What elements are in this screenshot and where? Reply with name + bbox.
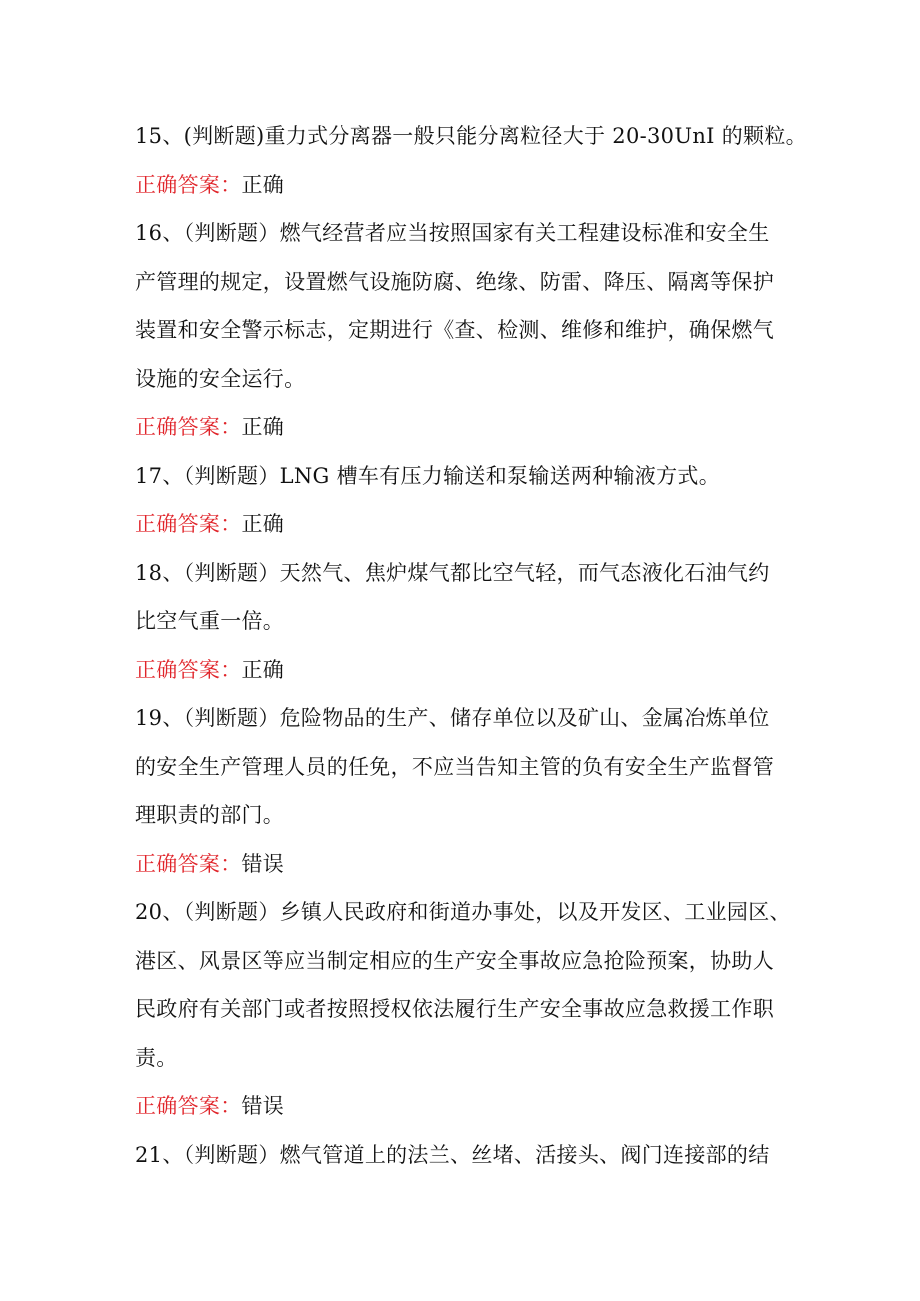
question-21-line-1: 21、（判断题）燃气管道上的法兰、丝堵、活接头、阀门连接部的结	[135, 1142, 770, 1167]
question-17-line-1: 17、（判断题）LNG 槽车有压力输送和泵输送两种输液方式。	[135, 463, 720, 488]
answer-16	[135, 403, 795, 452]
answer-19	[135, 840, 795, 889]
answer-value: 错误	[241, 851, 285, 876]
question-16-line-4: 设施的安全运行。	[135, 366, 306, 391]
answer-17	[135, 500, 795, 549]
question-16-line-2: 产管理的规定，设置燃气设施防腐、绝缘、防雷、降压、隔离等保护	[135, 269, 774, 294]
question-19-line-2: 的安全生产管理人员的任免，不应当告知主管的负有安全生产监督管	[135, 754, 774, 779]
answer-value: 正确	[241, 512, 285, 536]
question-20-line-4: 责。	[135, 1045, 178, 1070]
question-20-line-2: 港区、风景区等应当制定相应的生产安全事故应急抢险预案，协助人	[135, 948, 774, 973]
answer-value: 错误	[241, 1094, 285, 1118]
answer-label: 正确答案：	[135, 1094, 242, 1118]
answer-value: 正确	[241, 657, 285, 682]
answer-label: 正确答案：	[135, 415, 242, 439]
answer-label: 正确答案：	[135, 657, 242, 682]
question-15-line-1: 15、(判断题)重力式分离器一般只能分离粒径大于 20-30UnI 的颗粒。	[135, 124, 807, 148]
question-list	[135, 112, 807, 1179]
question-19-line-3: 理职责的部门。	[135, 803, 285, 827]
answer-label: 正确答案：	[135, 172, 242, 197]
answer-label: 正确答案：	[135, 512, 242, 536]
question-16-line-3: 装置和安全警示标志，定期进行《查、检测、维修和维护，确保燃气	[135, 318, 774, 342]
answer-value: 正确	[241, 172, 285, 197]
answer-18	[135, 646, 795, 695]
question-20-line-1: 20、（判断题）乡镇人民政府和街道办事处，以及开发区、工业园区、	[135, 900, 791, 924]
answer-15	[135, 161, 795, 210]
answer-20	[135, 1082, 795, 1131]
question-16-line-1: 16、（判断题）燃气经营者应当按照国家有关工程建设标准和安全生	[135, 221, 770, 245]
question-19-line-1: 19、（判断题）危险物品的生产、储存单位以及矿山、金属冶炼单位	[135, 706, 770, 730]
question-20-line-3: 民政府有关部门或者按照授权依法履行生产安全事故应急救援工作职	[135, 997, 774, 1021]
answer-label: 正确答案：	[135, 851, 242, 876]
question-18-line-1: 18、（判断题）天然气、焦炉煤气都比空气轻，而气态液化石油气约	[135, 560, 770, 585]
question-18-line-2: 比空气重一倍。	[135, 609, 285, 633]
answer-value: 正确	[241, 415, 285, 439]
